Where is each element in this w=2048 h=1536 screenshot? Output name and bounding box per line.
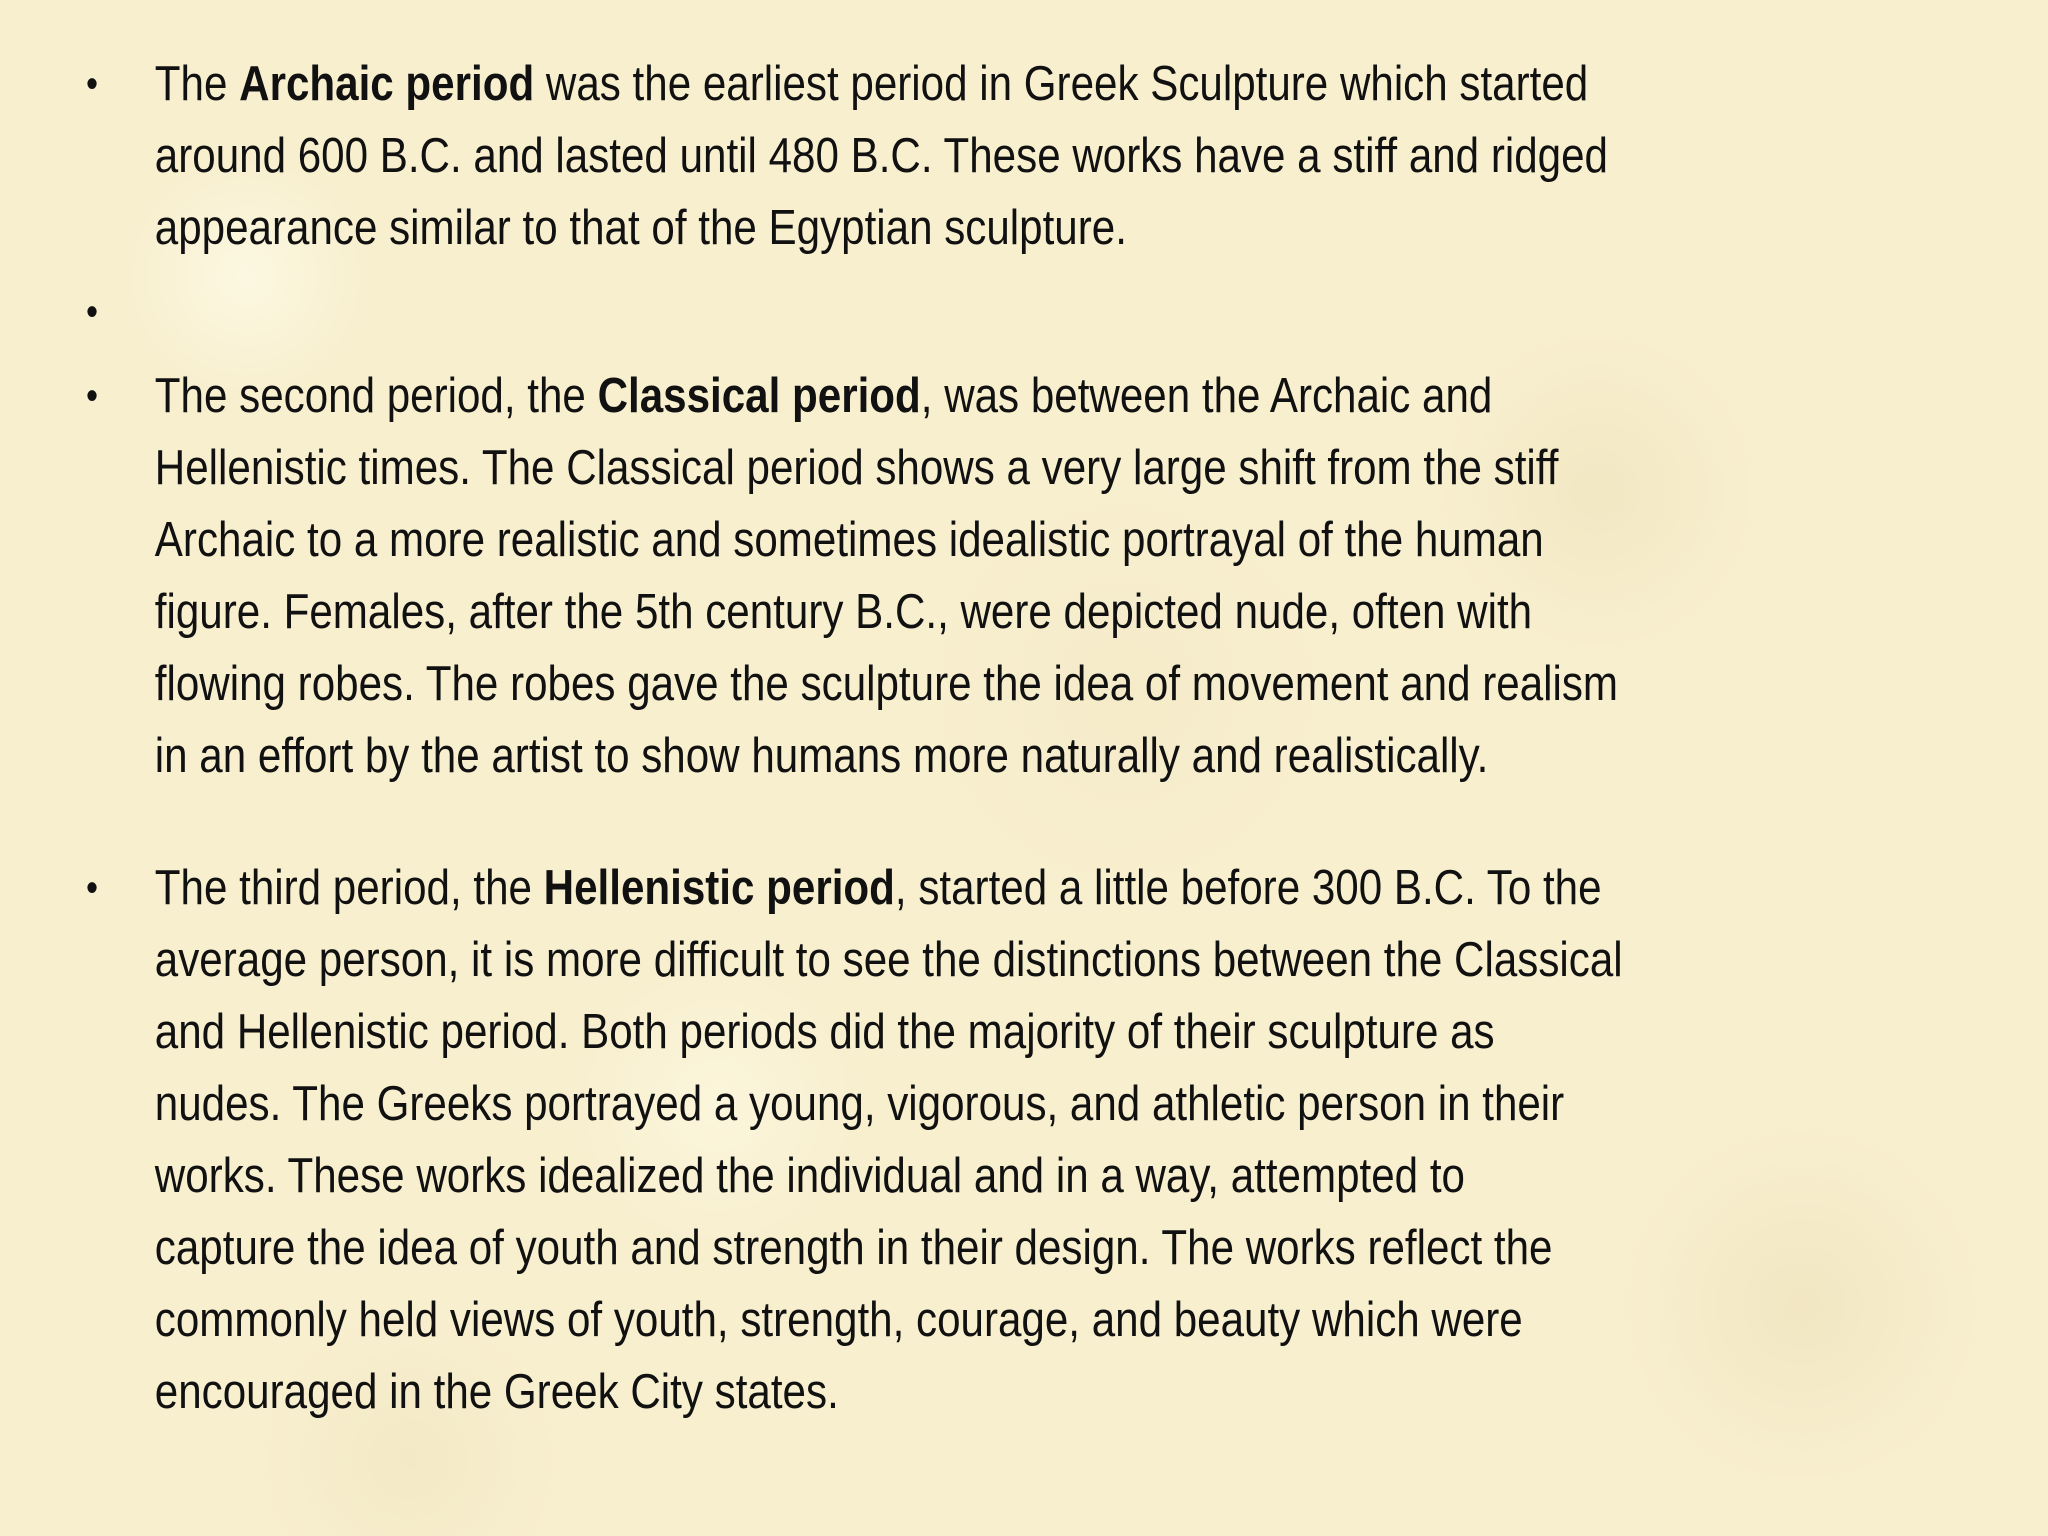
text-line: Archaic to a more realistic and sometimes idealistic portrayal of the human [154, 513, 1544, 567]
text-line: around 600 B.C. and lasted until 480 B.C. These works have a stiff and ridged [154, 129, 1608, 183]
text-line: encouraged in the Greek City states. [154, 1365, 839, 1419]
bold-term-hellenistic: Hellenistic period [543, 861, 895, 915]
bold-term-classical: Classical period [597, 369, 921, 423]
text-line: works. These works idealized the individual and in a way, attempted to [154, 1149, 1465, 1203]
bold-term-archaic: Archaic period [239, 57, 535, 111]
text-line: The second period, the Classical period, was between the Archaic and [154, 369, 1493, 423]
bullet-dot: • [86, 866, 99, 910]
text-line: commonly held views of youth, strength, courage, and beauty which were [154, 1293, 1523, 1347]
text-line: in an effort by the artist to show humans more naturally and realistically. [154, 729, 1489, 783]
text-line: average person, it is more difficult to see the distinctions between the Classical [154, 933, 1623, 987]
bullet-classical [86, 360, 2030, 792]
bullet-dot: • [86, 62, 99, 106]
text-line: flowing robes. The robes gave the sculpture the idea of movement and realism [154, 657, 1619, 711]
text-line: The third period, the Hellenistic period, started a little before 300 B.C. To the [154, 861, 1602, 915]
text-line: and Hellenistic period. Both periods did the majority of their sculpture as [154, 1005, 1495, 1059]
text-line: figure. Females, after the 5th century B.C., were depicted nude, often with [154, 585, 1533, 639]
bullet-text [155, 48, 2030, 264]
bullet-dot: • [86, 290, 99, 334]
bullet-archaic [86, 48, 2030, 264]
bullet-empty [86, 276, 2030, 348]
bullet-text [155, 360, 2030, 792]
bullet-hellenistic [86, 852, 2030, 1428]
text-line: nudes. The Greeks portrayed a young, vigorous, and athletic person in their [154, 1077, 1565, 1131]
bullet-dot: • [86, 374, 99, 418]
text-line: The Archaic period was the earliest period in Greek Sculpture which started [154, 57, 1589, 111]
bullet-list [86, 48, 2006, 1428]
text-line: appearance similar to that of the Egyptian sculpture. [154, 201, 1127, 255]
text-line: Hellenistic times. The Classical period shows a very large shift from the stiff [154, 441, 1559, 495]
bullet-text [155, 852, 2030, 1428]
text-line: capture the idea of youth and strength in their design. The works reflect the [154, 1221, 1553, 1275]
